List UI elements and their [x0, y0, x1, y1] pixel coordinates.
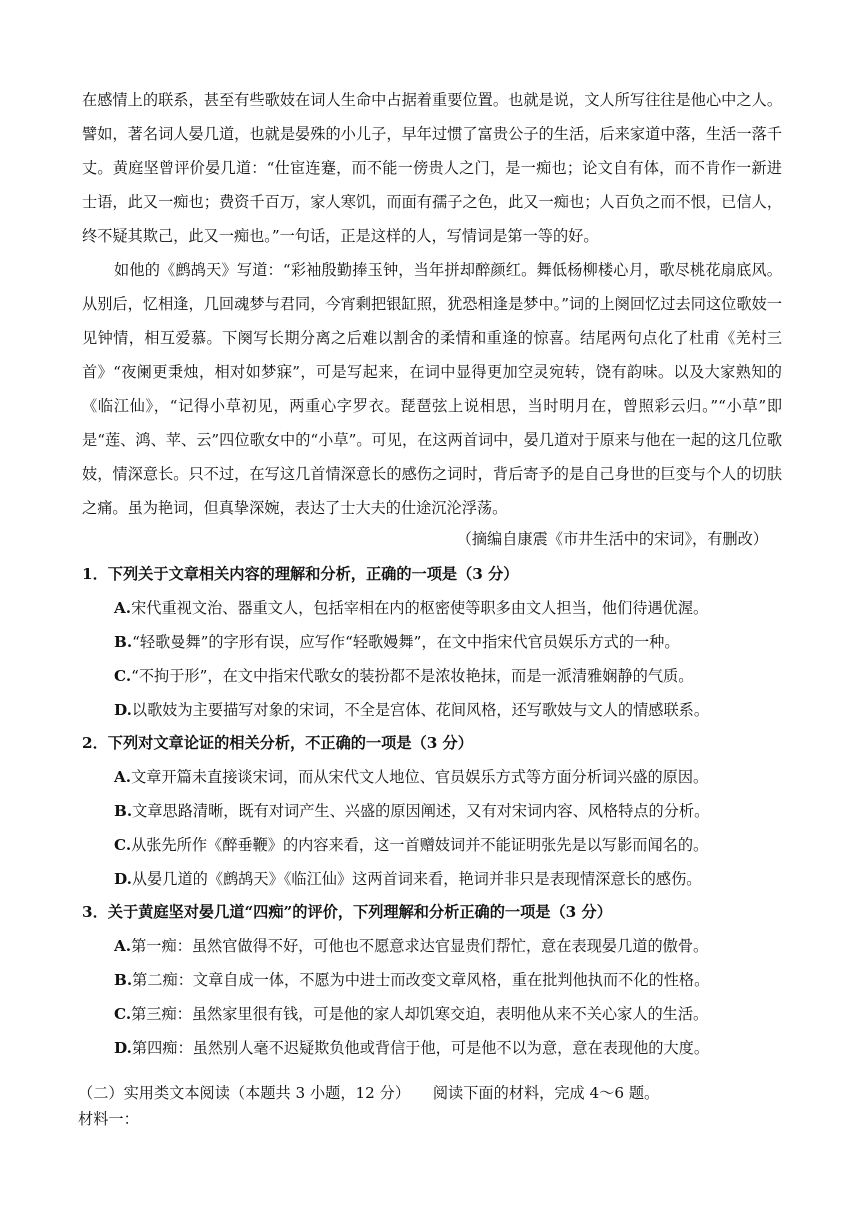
passage-line: 虽为艳词，但真挚深婉，表达了士大夫的仕途沉沦浮荡。 — [127, 499, 508, 517]
option-text: 以歌妓为主要描写对象的宋词，不全是宫体、花间风格，还写歌妓与文人的情感联系。 — [131, 701, 710, 719]
passage-line: 从别后，忆相逢，几回魂梦与君同，今宵剩把银缸照，犹恐相逢是梦中。”词的上阕回忆过去同这位歌妓 — [82, 295, 767, 313]
option-text: 从张先所作《醉垂鞭》的内容来看，这一首赠妓词并不能证明张先是以写影而闻名的。 — [131, 836, 709, 854]
passage-line: 如他的《鹧鸪天》写道：“彩袖殷勤捧玉钟，当年拼却醉颜红。舞低杨柳楼心月，歌尽桃花扇底风。 — [114, 261, 782, 279]
question-3 — [82, 895, 782, 1065]
option-text: 文章开篇未直接谈宋词，而从宋代文人地位、官员娱乐方式等方面分析词兴盛的原因。 — [131, 768, 709, 786]
option-text: 文章思路清晰，既有对词产生、兴盛的原因阐述，又有对宋词内容、风格特点的分析。 — [132, 802, 710, 820]
option-text: “轻歌曼舞”的字形有误，应写作“轻歌嫚舞”，在文中指宋代官员娱乐方式的一种。 — [132, 633, 680, 651]
section-instruction: 阅读下面的材料，完成 4～6 题。 — [432, 1084, 660, 1102]
question-2 — [82, 726, 782, 896]
option-d[interactable] — [82, 1031, 782, 1065]
passage-line: 首》“夜阑更秉烛，相对如梦寐”，可是写起来，在词中显得更加空灵宛转，饶有韵味。以及大家熟知的《临 — [82, 363, 782, 415]
option-letter: C. — [114, 667, 132, 685]
option-c[interactable] — [82, 828, 782, 862]
option-a[interactable] — [82, 760, 782, 794]
option-text: 第二痴：文章自成一体，不愿为中进士而改变文章风格，重在批判他执而不化的性格。 — [132, 971, 710, 989]
option-text: “不拘于形”，在文中指宋代歌女的装扮都不是浓妆艳抹，而是一派清雅娴静的气质。 — [131, 667, 694, 685]
option-b[interactable] — [82, 794, 782, 828]
passage-line: 鸿、苹、云”四位歌女中的“小草”。可见，在这两首词中，晏几道对于原来与他在一起的这几位歌妓， — [82, 431, 783, 483]
option-text: 第一痴：虽然官做得不好，可他也不愿意求达官显贵们帮忙，意在表现晏几道的傲骨。 — [131, 937, 709, 955]
material-label: 材料一： — [78, 1110, 139, 1128]
option-letter: D. — [114, 870, 132, 888]
question-stem: 3．关于黄庭坚对晏几道“四痴”的评价，下列理解和分析正确的一项是（3 分） — [82, 903, 612, 921]
passage-paragraph-1 — [82, 83, 782, 253]
passage-line: 丈。黄庭坚曾评价晏几道：“仕宦连蹇，而不能一傍贵人之门，是一痴也；论文自有体，而不肯作一新进 — [82, 159, 782, 177]
option-letter: D. — [114, 1039, 132, 1057]
option-letter: A. — [114, 768, 132, 786]
passage-paragraph-2 — [82, 253, 782, 525]
passage-line: 士语，此又一痴也；费资千百万，家人寒饥，而面有孺子之色，此又一痴也；人百负之而不恨，已信人， — [82, 193, 782, 211]
section-2-header — [78, 1080, 798, 1132]
option-letter: D. — [114, 701, 132, 719]
option-c[interactable] — [82, 997, 782, 1031]
passage-source: （摘编自康震《市井生活中的宋词》，有删改） — [456, 530, 768, 548]
question-stem: 2．下列对文章论证的相关分析，不正确的一项是（3 分） — [82, 734, 473, 752]
option-text: 第三痴：虽然家里很有钱，可是他的家人却饥寒交迫，表明他从来不关心家人的生活。 — [131, 1005, 709, 1023]
option-letter: A. — [114, 599, 132, 617]
option-b[interactable] — [82, 963, 782, 997]
passage-line: 终不疑其欺己，此又一痴也。”一句话，正是这样的人，写情词是第一等的好。 — [82, 227, 599, 245]
passage-line: 江仙》，“记得小草初见，两重心字罗衣。琵琶弦上说相思，当时明月在，曾照彩云归。”“小草”即是“莲、 — [82, 397, 783, 449]
passage-line: 情深意长。只不过，在写这几首情深意长的感伤之词时，背后寄予的是自己身世的巨变与个人的切肤之痛。 — [82, 465, 783, 517]
option-letter: C. — [114, 1005, 132, 1023]
passage-line: 一见钟情，相互爱慕。下阕写长期分离之后难以割舍的柔情和重逢的惊喜。结尾两句点化了杜甫《羌村三 — [82, 295, 782, 347]
option-text: 宋代重视文治、器重文人，包括宰相在内的枢密使等职多由文人担当，他们待遇优渥。 — [131, 599, 709, 617]
question-stem: 1．下列关于文章相关内容的理解和分析，正确的一项是（3 分） — [82, 565, 519, 583]
option-letter: B. — [114, 971, 133, 989]
option-letter: B. — [114, 802, 133, 820]
option-letter: C. — [114, 836, 132, 854]
question-1 — [82, 557, 782, 727]
passage-line: 譬如，著名词人晏几道，也就是晏殊的小儿子，早年过惯了富贵公子的生活，后来家道中落，生活一落千 — [82, 125, 782, 143]
option-d[interactable] — [82, 862, 782, 896]
option-c[interactable] — [82, 659, 782, 693]
passage-line: 在感情上的联系，甚至有些歌妓在词人生命中占据着重要位置。也就是说，文人所写往往是他心中之人。 — [82, 91, 782, 109]
option-b[interactable] — [82, 625, 782, 659]
option-a[interactable] — [82, 929, 782, 963]
option-d[interactable] — [82, 693, 782, 727]
section-heading: （二）实用类文本阅读（本题共 3 小题，12 分） — [78, 1084, 403, 1102]
option-a[interactable] — [82, 591, 782, 625]
option-letter: A. — [114, 937, 132, 955]
section-heading-line — [78, 1080, 798, 1106]
option-letter: B. — [114, 633, 133, 651]
option-text: 第四痴：虽然别人毫不迟疑欺负他或背信于他，可是他不以为意，意在表现他的大度。 — [131, 1039, 710, 1057]
option-text: 从晏几道的《鹧鸪天》《临江仙》这两首词来看，艳词并非只是表现情深意长的感伤。 — [131, 870, 702, 888]
